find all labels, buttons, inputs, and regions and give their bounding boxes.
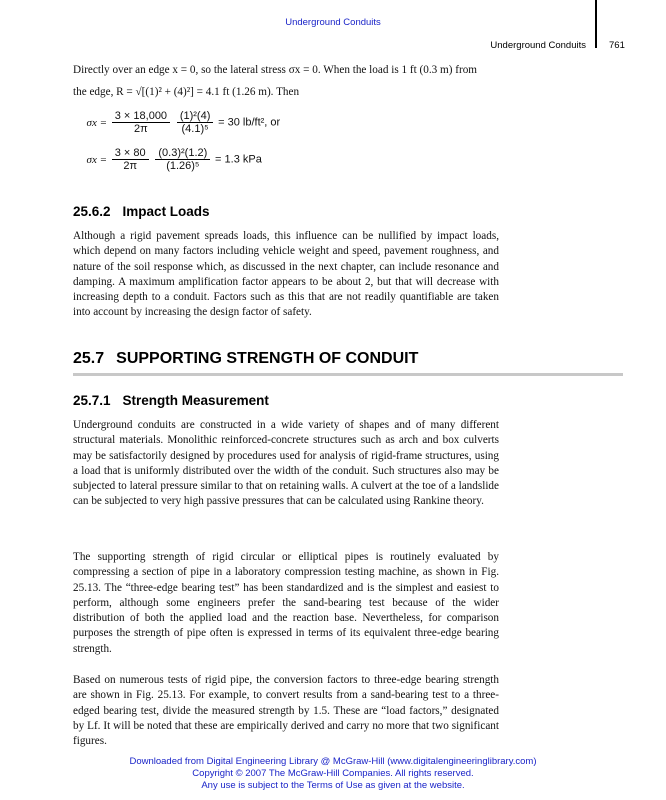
heading-25-7 xyxy=(73,350,418,368)
eq1-den-2: (4.1)⁵ xyxy=(181,123,209,135)
eq1-num-1: 3 × 18,000 xyxy=(112,110,170,123)
top-link[interactable]: Underground Conduits xyxy=(285,17,381,28)
eq2-den-2: (1.26)⁵ xyxy=(166,160,200,172)
heading-25-7-1 xyxy=(73,393,269,408)
heading-number: 25.6.2 xyxy=(73,204,111,219)
eq2-frac-1 xyxy=(112,147,149,172)
eq1-den-1: 2π xyxy=(134,123,148,135)
strength-paragraph-2: The supporting strength of rigid circular or elliptical pipes is routinely evaluated by compressing a section of pipe in a laboratory compression testing machine, as shown in Fig. 25.13. The “three-edge bearing test” has been standardized and is the simplest and easiest to perform, although some engineers prefer the sand-bearing test because of the wider distribution of both the applied load and the reaction base. Nevertheless, for comparison purposes the strength of pipe often is expressed in terms of its equivalent three-edge bearing strength. xyxy=(73,551,499,655)
heading-title: SUPPORTING STRENGTH OF CONDUIT xyxy=(116,350,419,367)
equation-1 xyxy=(73,110,280,135)
running-title: Underground Conduits xyxy=(490,40,586,51)
eq2-frac-2 xyxy=(155,147,210,172)
eq1-frac-1 xyxy=(112,110,170,135)
heading-number: 25.7 xyxy=(73,350,105,367)
heading-title: Impact Loads xyxy=(122,204,210,219)
heading-25-6-2 xyxy=(73,204,210,219)
page-number: 761 xyxy=(609,40,625,51)
strength-paragraph-3: Based on numerous tests of rigid pipe, the conversion factors to three-edge bearing strength are shown in Fig. 25.13. For example, to convert results from a sand-bearing test to a three-edged bearing test, divide the measured strength by 1.5. These are “load factors,” designated by Lf. It will be noted that these are empirically derived and carry no more that two significant figures. xyxy=(73,674,499,748)
heading-title: Strength Measurement xyxy=(122,393,269,408)
eq1-lhs: σx = xyxy=(86,116,107,129)
eq1-frac-2 xyxy=(177,110,214,135)
impact-loads-paragraph: Although a rigid pavement spreads loads, this influence can be nullified by impact loads, which depend on many factors including vehicle weight and speed, pavement roughness, and nature of the soil response which, as discussed in the next chapter, can include resonance and damping. A maximum amplification factor appears to be about 2, but that will decrease with increasing depth to a conduit. Factors such as this that are not readily quantifiable are taken into account by increasing the design factor of safety. xyxy=(73,230,499,319)
intro-line-2: the edge, R = √[(1)² + (4)²] = 4.1 ft (1.26 m). Then xyxy=(73,86,300,98)
eq2-num-2: (0.3)²(1.2) xyxy=(155,147,210,160)
eq2-den-1: 2π xyxy=(123,160,138,172)
header-rule xyxy=(595,0,597,48)
footer-terms[interactable]: Any use is subject to the Terms of Use as given at the website. xyxy=(201,780,465,791)
eq1-num-2: (1)²(4) xyxy=(177,110,214,123)
eq2-num-1: 3 × 80 xyxy=(112,147,149,160)
equation-2 xyxy=(73,147,262,172)
footer-copyright[interactable]: Copyright © 2007 The McGraw-Hill Companies. All rights reserved. xyxy=(192,768,474,779)
eq2-result: = 1.3 kPa xyxy=(215,153,262,166)
heading-number: 25.7.1 xyxy=(73,393,111,408)
section-rule xyxy=(73,373,623,376)
eq1-result: = 30 lb/ft², or xyxy=(218,116,281,129)
footer-download-link[interactable]: Downloaded from Digital Engineering Library @ McGraw-Hill (www.digitalengineeringlibrary.com) xyxy=(129,756,537,767)
strength-paragraph-1: Underground conduits are constructed in a wide variety of shapes and of many different structural materials. Monolithic reinforced-concrete structures such as arch and box culverts may be satisfactorily designed by procedures used for analysis of rigid-frame structures, using a load that is uniformly distributed over the width of the conduit. Such structures also may be subjected to lateral pressure similar to that on retaining walls. A culvert at the toe of a landslide can be subjected to very high passive pressures that can be calculated using Rankine theory. xyxy=(73,419,499,508)
intro-line-1: Directly over an edge x = 0, so the lateral stress σx = 0. When the load is 1 ft (0.3 m) from xyxy=(73,64,477,76)
eq2-lhs: σx = xyxy=(86,153,107,166)
